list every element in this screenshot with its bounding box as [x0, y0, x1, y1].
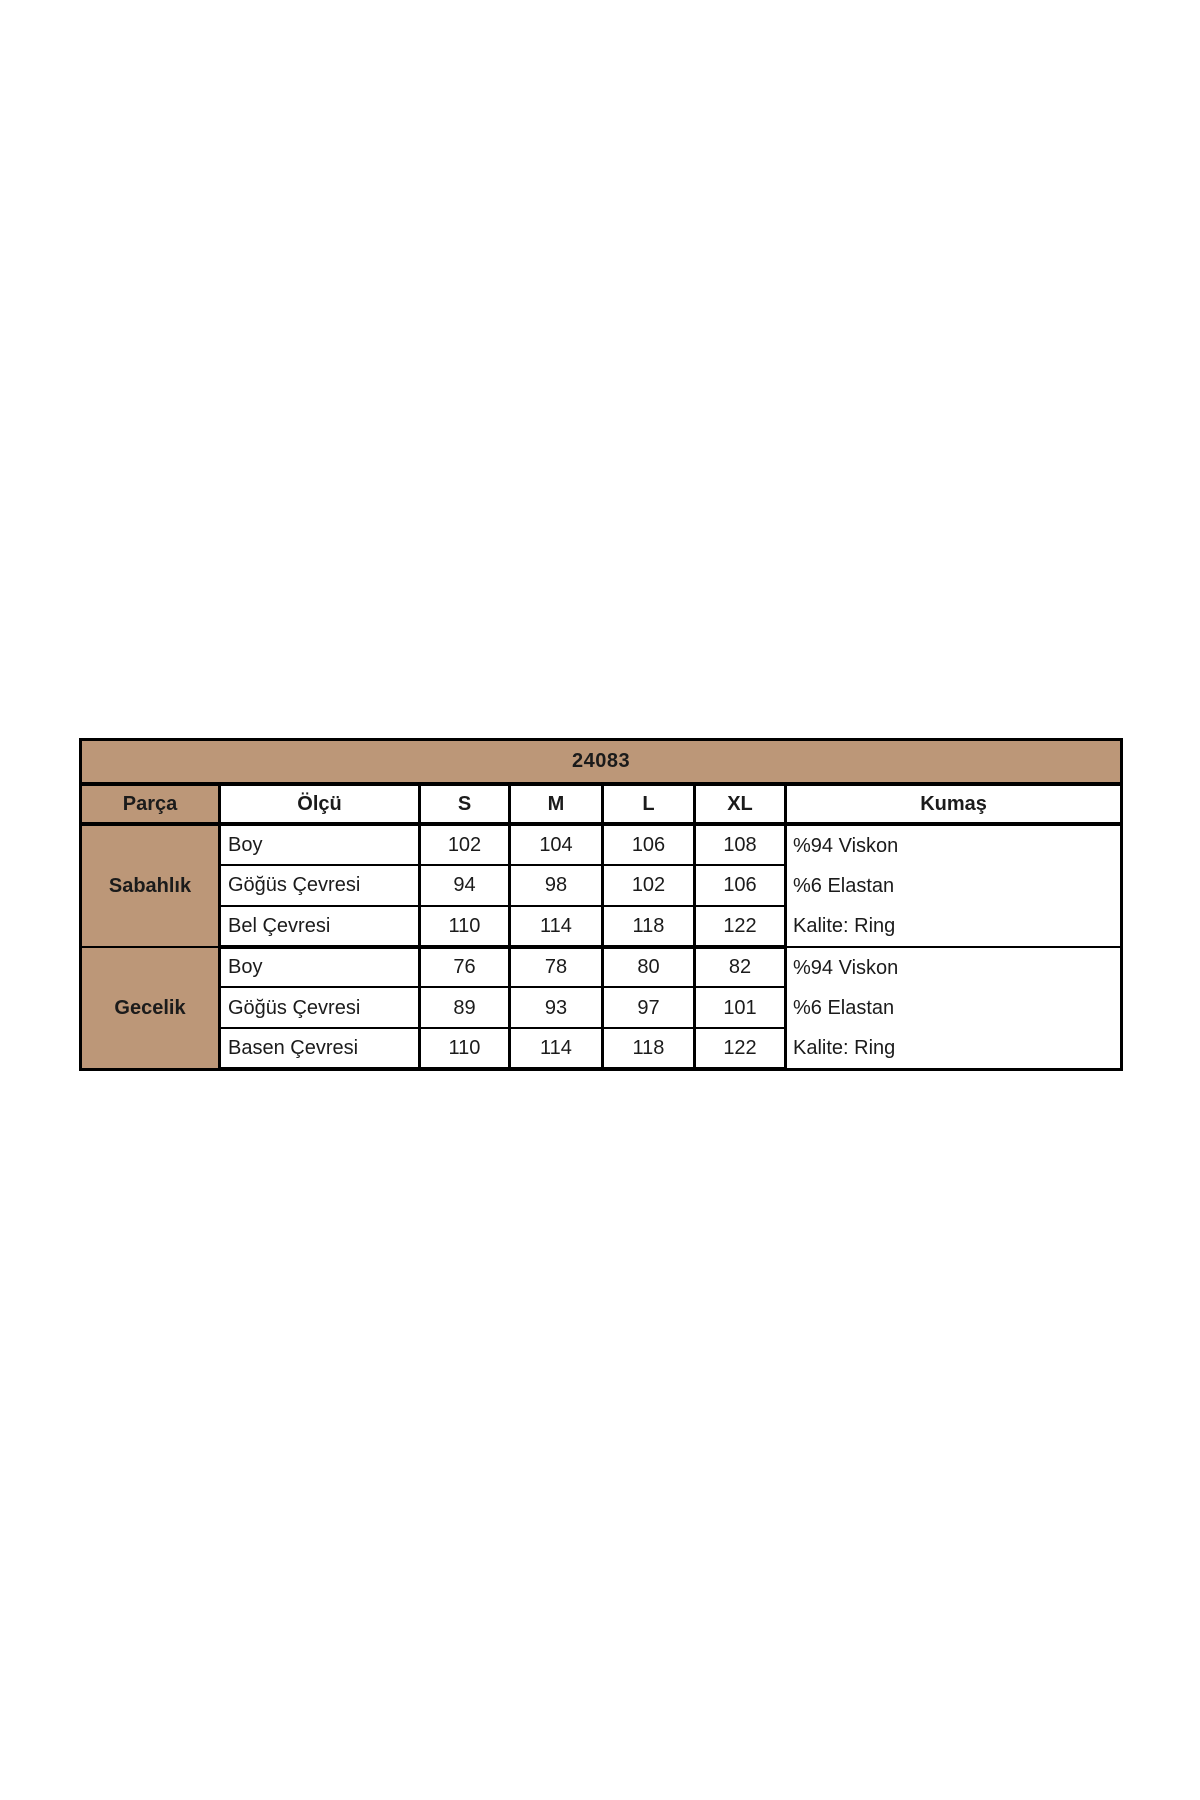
size-value-m: 114 [510, 906, 603, 947]
column-header-l: L [603, 784, 695, 824]
fabric-stack [787, 948, 1120, 1068]
column-header-kumas: Kumaş [786, 784, 1122, 824]
size-value-s: 89 [420, 987, 510, 1028]
fabric-line: %94 Viskon [793, 834, 899, 857]
size-value-l: 106 [603, 824, 695, 865]
fabric-line: %6 Elastan [793, 874, 895, 897]
size-value-xl: 122 [695, 906, 786, 947]
part-label-sabahlik: Sabahlık [81, 824, 220, 947]
size-value-m: 78 [510, 947, 603, 988]
size-value-l: 118 [603, 906, 695, 947]
size-value-m: 98 [510, 865, 603, 906]
table-row [81, 824, 1122, 865]
header-row [81, 784, 1122, 824]
size-value-m: 104 [510, 824, 603, 865]
size-value-l: 102 [603, 865, 695, 906]
size-value-s: 102 [420, 824, 510, 865]
measure-label: Boy [220, 947, 420, 988]
fabric-line: Kalite: Ring [793, 914, 896, 937]
size-value-xl: 122 [695, 1028, 786, 1069]
fabric-stack [787, 826, 1120, 946]
size-value-xl: 108 [695, 824, 786, 865]
column-header-m: M [510, 784, 603, 824]
size-value-s: 110 [420, 1028, 510, 1069]
size-value-s: 76 [420, 947, 510, 988]
fabric-line: %94 Viskon [793, 956, 899, 979]
measure-label: Göğüs Çevresi [220, 865, 420, 906]
title-row [81, 740, 1122, 784]
size-value-xl: 101 [695, 987, 786, 1028]
column-header-olcu: Ölçü [220, 784, 420, 824]
size-value-xl: 82 [695, 947, 786, 988]
column-header-parca: Parça [81, 784, 220, 824]
fabric-line: Kalite: Ring [793, 1036, 896, 1059]
size-value-m: 93 [510, 987, 603, 1028]
fabric-info-sabahlik [786, 824, 1122, 947]
size-value-l: 80 [603, 947, 695, 988]
column-header-s: S [420, 784, 510, 824]
fabric-info-gecelik [786, 947, 1122, 1070]
size-value-m: 114 [510, 1028, 603, 1069]
size-value-s: 110 [420, 906, 510, 947]
fabric-line: %6 Elastan [793, 996, 895, 1019]
measure-label: Basen Çevresi [220, 1028, 420, 1069]
size-chart-table [79, 738, 1123, 1071]
size-chart [79, 738, 1122, 1071]
size-value-l: 97 [603, 987, 695, 1028]
table-row [81, 947, 1122, 988]
product-code: 24083 [81, 740, 1122, 784]
part-label-gecelik: Gecelik [81, 947, 220, 1070]
measure-label: Bel Çevresi [220, 906, 420, 947]
size-value-xl: 106 [695, 865, 786, 906]
column-header-xl: XL [695, 784, 786, 824]
size-value-s: 94 [420, 865, 510, 906]
measure-label: Göğüs Çevresi [220, 987, 420, 1028]
size-value-l: 118 [603, 1028, 695, 1069]
measure-label: Boy [220, 824, 420, 865]
